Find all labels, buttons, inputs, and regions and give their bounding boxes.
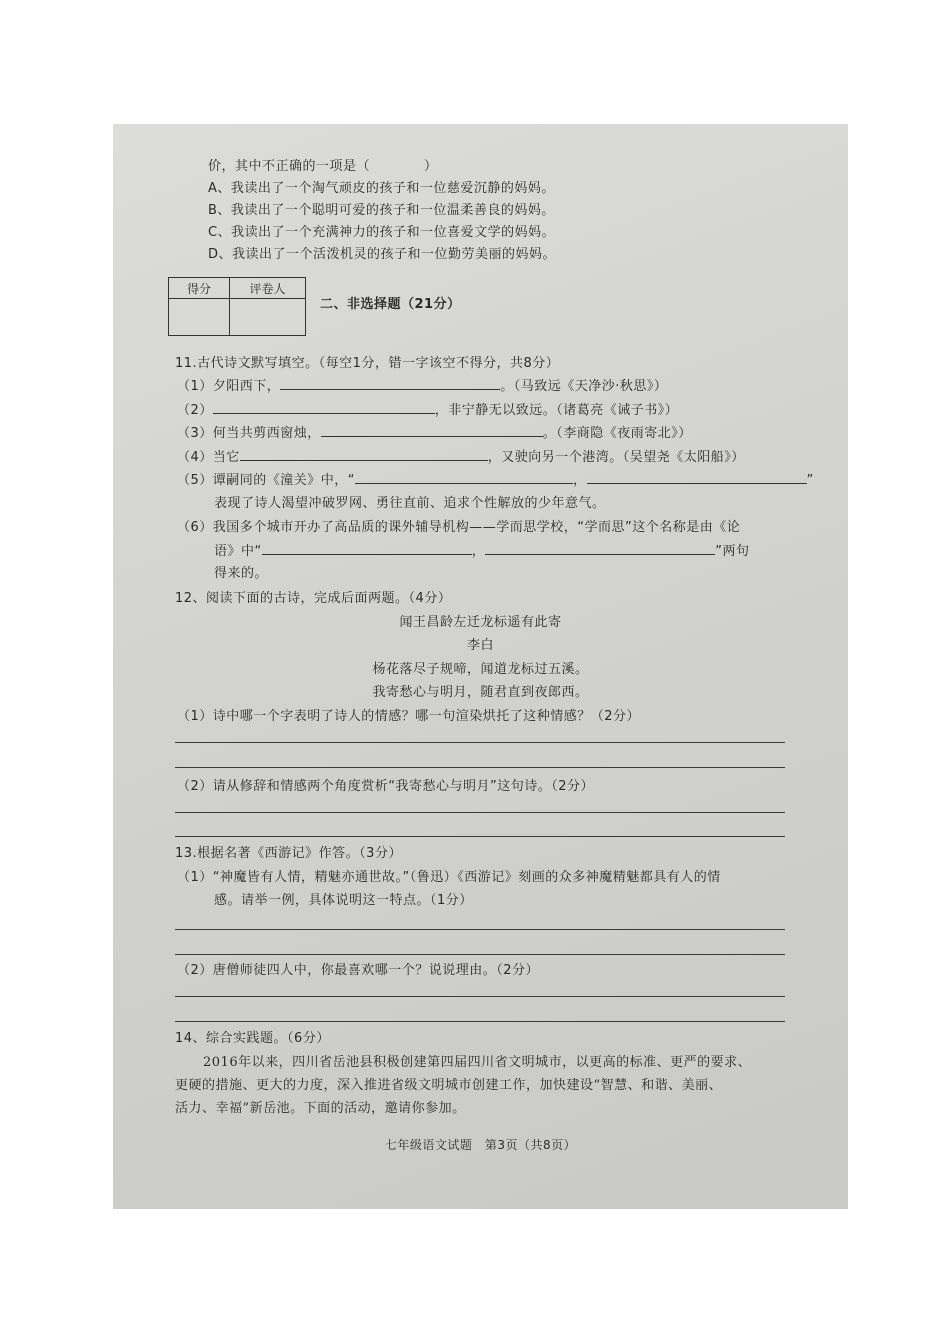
q10-option-d: D、我读出了一个活泼机灵的孩子和一位勤劳美丽的妈妈。	[208, 247, 557, 262]
q11-item-6-blank-1[interactable]	[262, 542, 472, 555]
exam-page	[113, 124, 848, 1209]
q11-item-5	[177, 471, 814, 490]
q11-item-6-comma: ，	[471, 544, 486, 559]
section-2-title: 二、非选择题（21分）	[320, 297, 461, 312]
poem-line-1: 杨花落尽子规啼，闻道龙标过五溪。	[372, 662, 589, 677]
grader-cell	[230, 299, 306, 336]
q11-item-1-blank[interactable]	[280, 377, 500, 390]
q11-item-2	[177, 401, 678, 420]
q11-item-5-prefix: （5）谭嗣同的《潼关》中，“	[177, 473, 356, 488]
q11-item-4-prefix: （4）当它	[177, 450, 240, 465]
q14-paragraph-line-3: 活力、幸福”新岳池。下面的活动，邀请你参加。	[175, 1101, 466, 1116]
q11-stem: 11.古代诗文默写填空。（每空1分，错一字该空不得分，共8分）	[175, 356, 560, 371]
grader-header: 评卷人	[230, 278, 306, 299]
poem-line-2: 我寄愁心与明月，随君直到夜郎西。	[372, 685, 589, 700]
answer-line[interactable]	[175, 1021, 785, 1022]
q11-item-1	[177, 377, 667, 396]
q11-item-5-comma: ，	[573, 473, 587, 488]
answer-line[interactable]	[175, 742, 785, 743]
q13-sub-2: （2）唐僧师徒四人中，你最喜欢哪一个？说说理由。（2分）	[177, 963, 540, 978]
answer-line[interactable]	[175, 929, 785, 930]
answer-line[interactable]	[175, 767, 785, 768]
q11-item-2-prefix: （2）	[177, 403, 213, 418]
q13-stem: 13.根据名著《西游记》作答。（3分）	[175, 846, 402, 861]
q11-item-6-line-1: （6）我国多个城市开办了高品质的课外辅导机构——学而思学校，“学而思”这个名称是由《论	[177, 520, 741, 535]
answer-line[interactable]	[175, 836, 785, 837]
q11-item-4-suffix: ，又驶向另一个港湾。（吴望尧《太阳船》）	[487, 450, 745, 465]
q11-item-5-blank-2[interactable]	[587, 471, 807, 484]
q11-item-5-blank-1[interactable]	[355, 471, 573, 484]
q11-item-6-line-2	[214, 542, 750, 561]
q10-option-c: C、我读出了一个充满神力的孩子和一位喜爱文学的妈妈。	[208, 225, 556, 240]
q11-item-6-prefix: 语》中“	[214, 544, 262, 559]
q10-option-b: B、我读出了一个聪明可爱的孩子和一位温柔善良的妈妈。	[208, 203, 555, 218]
q10-stem-tail: 价，其中不正确的一项是（ ）	[208, 159, 438, 174]
q11-item-5-line-2: 表现了诗人渴望冲破罗网、勇往直前、追求个性解放的少年意气。	[214, 496, 606, 511]
q12-sub-2: （2）请从修辞和情感两个角度赏析“我寄愁心与明月”这句诗。（2分）	[177, 779, 595, 794]
q11-item-3-suffix: 。（李商隐《夜雨寄北》）	[542, 426, 692, 441]
q12-sub-1: （1）诗中哪一个字表明了诗人的情感？哪一句渲染烘托了这种情感？（2分）	[177, 709, 641, 724]
score-cell	[169, 299, 230, 336]
q11-item-1-prefix: （1）夕阳西下，	[177, 379, 281, 394]
q11-item-2-blank[interactable]	[213, 401, 435, 414]
q11-item-2-suffix: ，非宁静无以致远。（诸葛亮《诫子书》）	[434, 403, 679, 418]
q14-paragraph-line-2: 更硬的措施、更大的力度，深入推进省级文明城市创建工作，加快建设“智慧、和谐、美丽、	[175, 1078, 723, 1093]
score-header: 得分	[169, 278, 230, 299]
q11-item-6-suffix: ”两句	[715, 544, 750, 559]
q11-item-3-blank[interactable]	[321, 424, 543, 437]
answer-line[interactable]	[175, 812, 785, 813]
q11-item-3-prefix: （3）何当共剪西窗烛，	[177, 426, 321, 441]
answer-line[interactable]	[175, 954, 785, 955]
q12-stem: 12、阅读下面的古诗，完成后面两题。（4分）	[175, 591, 452, 606]
page-footer: 七年级语文试题 第3页（共8页）	[384, 1138, 577, 1152]
q10-option-a: A、我读出了一个淘气顽皮的孩子和一位慈爱沉静的妈妈。	[208, 181, 555, 196]
score-box	[168, 277, 306, 336]
answer-line[interactable]	[175, 996, 785, 997]
q11-item-4-blank[interactable]	[240, 448, 488, 461]
q11-item-4	[177, 448, 745, 467]
q11-item-5-quote-end: ”	[806, 473, 814, 488]
q13-sub-1-line-1: （1）“神魔皆有人情，精魅亦通世故。”（鲁迅）《西游记》刻画的众多神魔精魅都具有人的情	[177, 870, 721, 885]
q14-paragraph-line-1: 2016年以来，四川省岳池县积极创建第四届四川省文明城市，以更高的标准、更严的要求、	[203, 1055, 752, 1070]
q11-item-1-suffix: 。（马致远《天净沙·秋思》）	[500, 379, 668, 394]
poem-title: 闻王昌龄左迁龙标遥有此寄	[399, 615, 562, 630]
poem-author: 李白	[466, 638, 494, 653]
q11-item-3	[177, 424, 692, 443]
q11-item-6-line-3: 得来的。	[214, 566, 269, 581]
q11-item-6-blank-2[interactable]	[485, 542, 715, 555]
q14-stem: 14、综合实践题。（6分）	[175, 1031, 330, 1046]
q13-sub-1-line-2: 感。请举一例，具体说明这一特点。（1分）	[214, 893, 473, 908]
